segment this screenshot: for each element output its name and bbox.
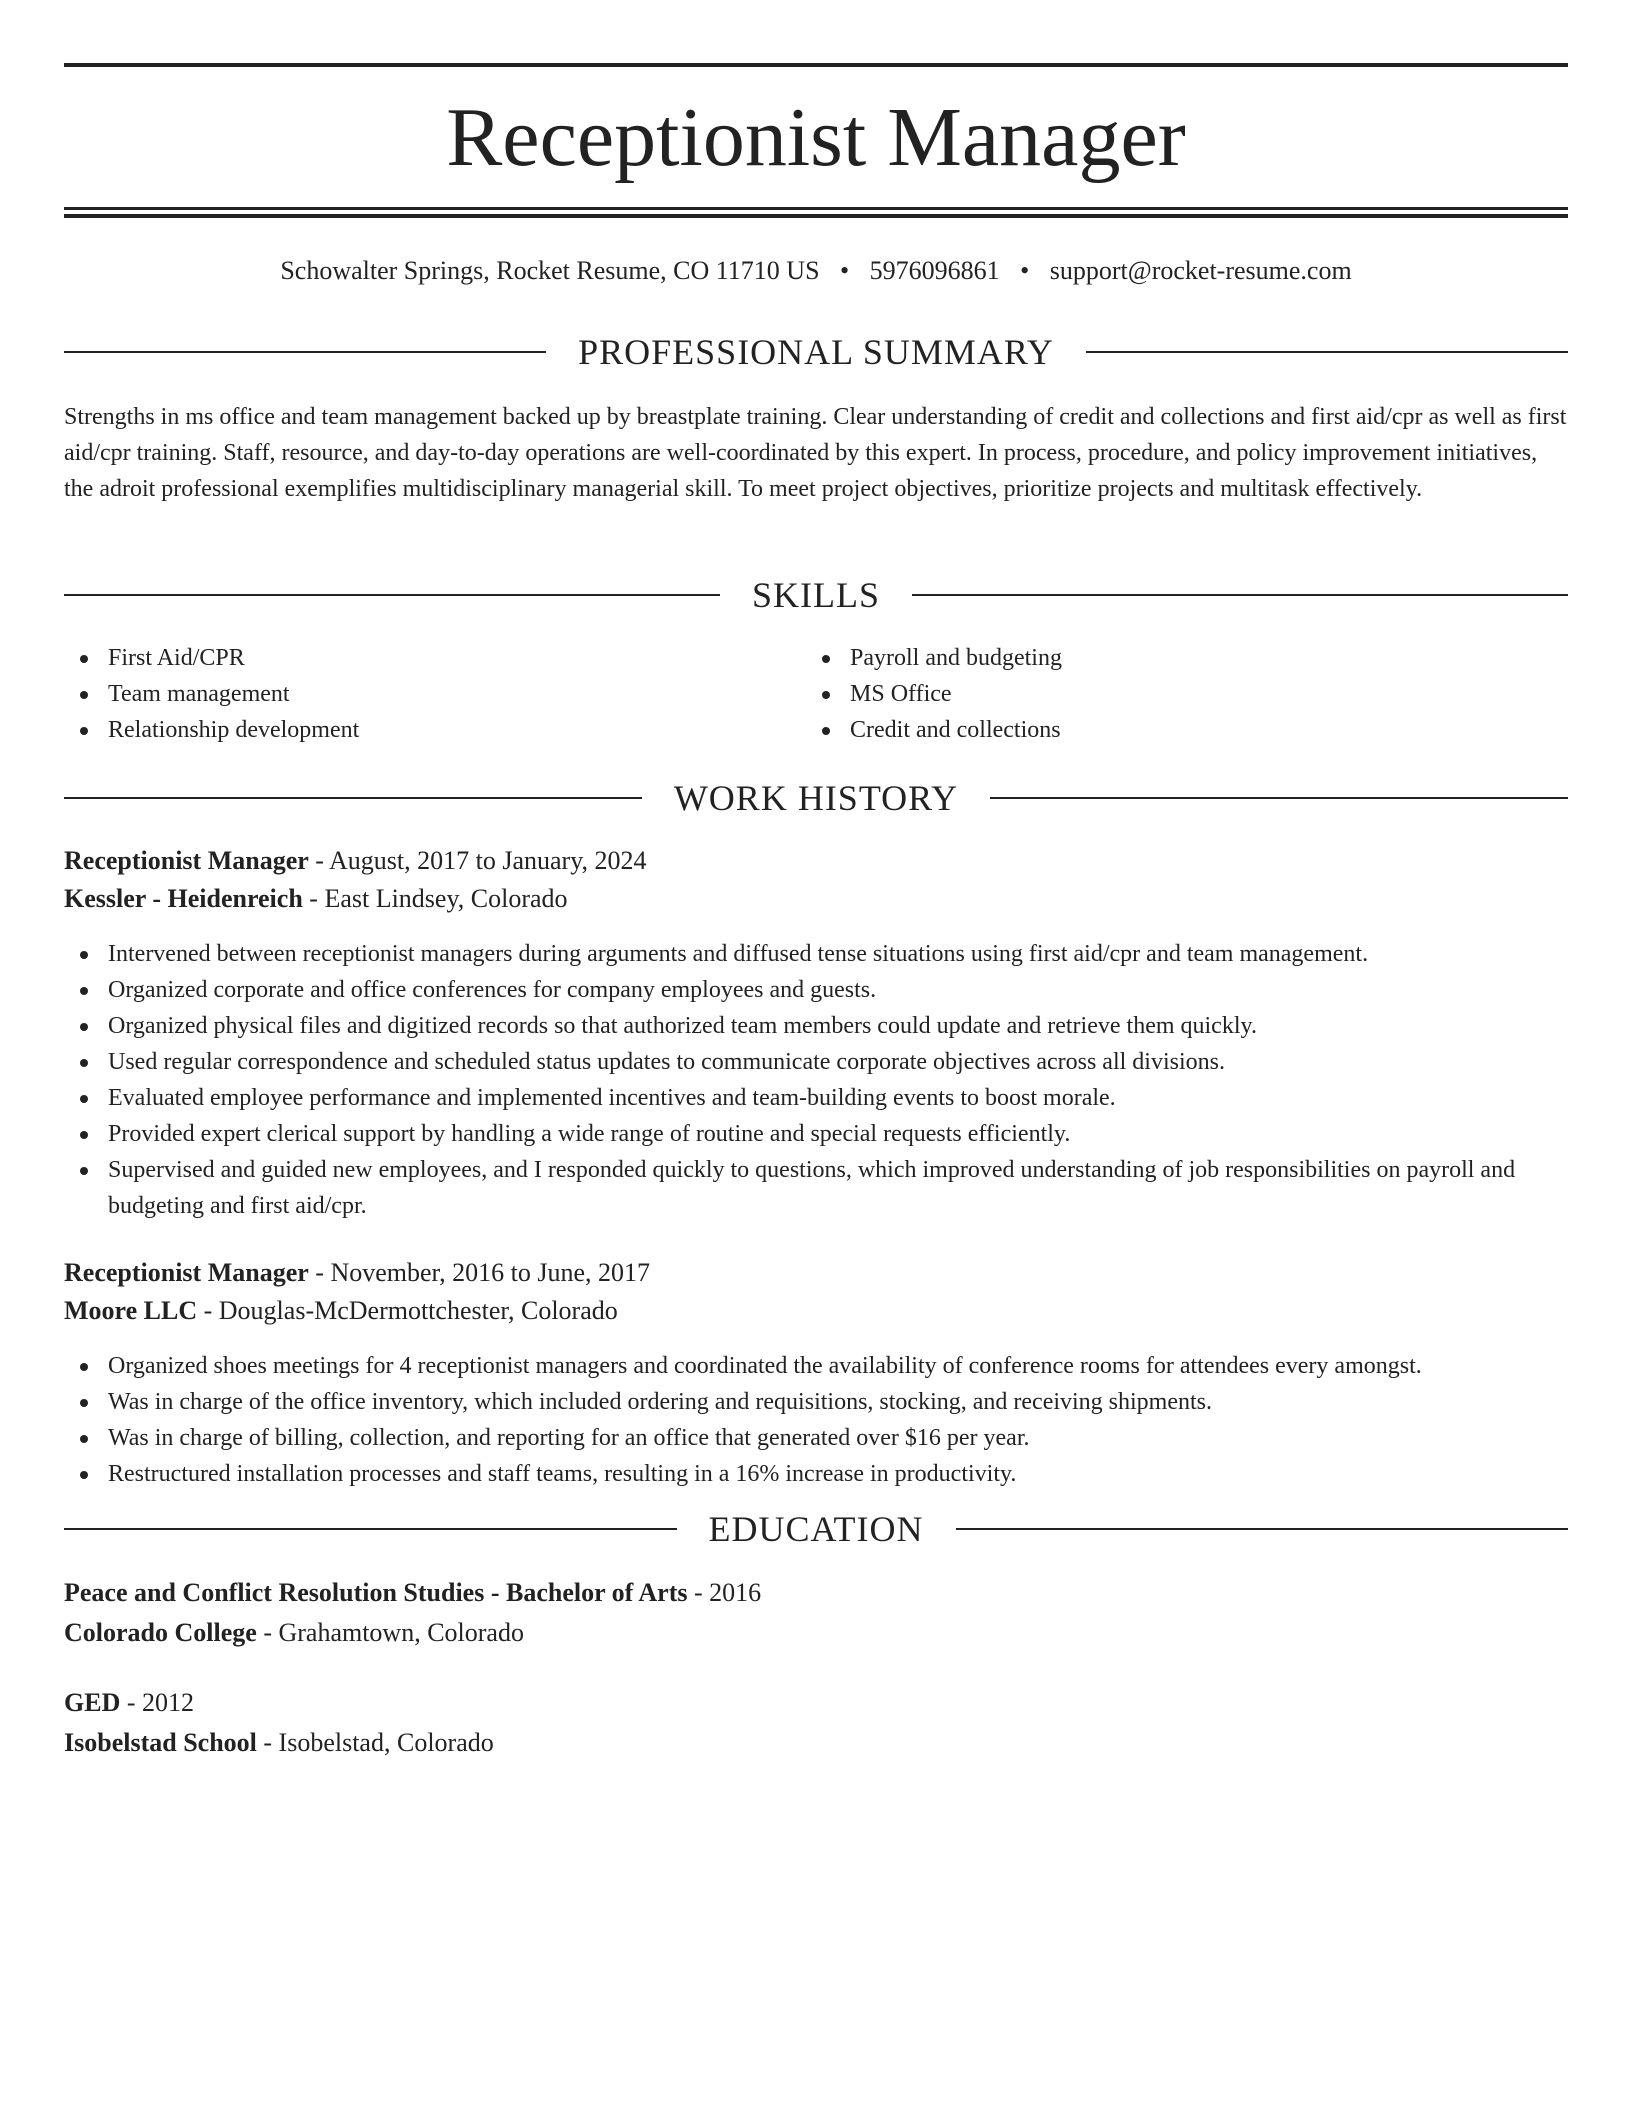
work-heading: WORK HISTORY (673, 778, 959, 818)
job-company: Moore LLC (64, 1296, 198, 1325)
divider-line (64, 797, 642, 799)
divider-line (1086, 351, 1568, 353)
job-company: Kessler - Heidenreich (64, 884, 303, 913)
school-line (64, 1614, 1568, 1652)
job-duties-list (64, 1348, 1568, 1492)
job-title-line (64, 842, 1568, 880)
job-title: Receptionist Manager (64, 1258, 309, 1287)
divider-line (64, 594, 720, 596)
duty-item: Provided expert clerical support by handling a wide range of routine and special requests efficiently. (64, 1116, 1568, 1152)
degree-line (64, 1684, 1568, 1722)
degree-name: Peace and Conflict Resolution Studies - Bachelor of Arts (64, 1578, 688, 1607)
job-title: Receptionist Manager (64, 846, 309, 875)
top-rule (64, 63, 1568, 67)
contact-separator: • (1020, 256, 1030, 285)
resume-title: Receptionist Manager (446, 91, 1186, 184)
work-section-header (64, 776, 1568, 820)
school-location: - Grahamtown, Colorado (263, 1618, 524, 1647)
degree-line (64, 1574, 1568, 1612)
school-name: Isobelstad School (64, 1728, 257, 1757)
job-company-line (64, 880, 1568, 918)
skill-item: First Aid/CPR (64, 640, 744, 676)
duty-item: Organized physical files and digitized records so that authorized team members could update and retrieve them quickly. (64, 1008, 1568, 1044)
job-title-line (64, 1254, 1568, 1292)
duty-item: Organized corporate and office conferences for company employees and guests. (64, 972, 1568, 1008)
job-dates: - August, 2017 to January, 2024 (315, 846, 647, 875)
divider-line (956, 1528, 1569, 1530)
divider-line (990, 797, 1568, 799)
degree-year: - 2012 (126, 1688, 195, 1717)
school-name: Colorado College (64, 1618, 257, 1647)
contact-email: support@rocket-resume.com (1049, 256, 1352, 285)
skill-item: MS Office (806, 676, 1486, 712)
duty-item: Was in charge of the office inventory, which included ordering and requisitions, stocking, and receiving shipments. (64, 1384, 1568, 1420)
education-heading: EDUCATION (708, 1509, 924, 1549)
school-line (64, 1724, 1568, 1762)
duty-item: Restructured installation processes and staff teams, resulting in a 16% increase in productivity. (64, 1456, 1568, 1492)
summary-section-header (64, 330, 1568, 374)
duty-item: Supervised and guided new employees, and I responded quickly to questions, which improved understanding of job responsibilities on payroll and budgeting and first aid/cpr. (64, 1152, 1568, 1224)
skill-item: Payroll and budgeting (806, 640, 1486, 676)
job-location: - East Lindsey, Colorado (309, 884, 568, 913)
skills-list-left (64, 640, 744, 748)
degree-year: - 2016 (694, 1578, 762, 1607)
contact-phone: 5976096861 (869, 256, 1000, 285)
contact-separator: • (840, 256, 850, 285)
divider-line (64, 351, 546, 353)
skills-section-header (64, 573, 1568, 617)
skill-item: Relationship development (64, 712, 744, 748)
duty-item: Organized shoes meetings for 4 receptionist managers and coordinated the availability of conference rooms for attendees every amongst. (64, 1348, 1568, 1384)
summary-heading: PROFESSIONAL SUMMARY (578, 332, 1054, 372)
duty-item: Intervened between receptionist managers during arguments and diffused tense situations using first aid/cpr and team management. (64, 936, 1568, 972)
title-rule-lower (64, 214, 1568, 218)
skills-heading: SKILLS (752, 575, 881, 615)
skill-item: Credit and collections (806, 712, 1486, 748)
duty-item: Was in charge of billing, collection, and reporting for an office that generated over $16 per year. (64, 1420, 1568, 1456)
summary-text: Strengths in ms office and team management backed up by breastplate training. Clear understanding of credit and collections and first aid/cpr as well as first aid/cpr training. Staff, resource, and day-to-day operations are well-coordinated by this expert. In process, procedure, and policy improvement initiatives, the adroit professional exemplifies multidisciplinary managerial skill. To meet project objectives, prioritize projects and multitask effectively. (64, 404, 1567, 502)
job-company-line (64, 1292, 1568, 1330)
skill-item: Team management (64, 676, 744, 712)
job-location: - Douglas-McDermottchester, Colorado (203, 1296, 618, 1325)
school-location: - Isobelstad, Colorado (263, 1728, 494, 1757)
duty-item: Used regular correspondence and scheduled status updates to communicate corporate objectives across all divisions. (64, 1044, 1568, 1080)
skills-list-right (806, 640, 1486, 748)
contact-line (64, 253, 1568, 289)
contact-address: Schowalter Springs, Rocket Resume, CO 11710 US (280, 256, 820, 285)
degree-name: GED (64, 1688, 121, 1717)
divider-line (64, 1528, 677, 1530)
job-dates: - November, 2016 to June, 2017 (315, 1258, 651, 1287)
job-duties-list (64, 936, 1568, 1224)
education-section-header (64, 1507, 1568, 1551)
duty-item: Evaluated employee performance and implemented incentives and team-building events to boost morale. (64, 1080, 1568, 1116)
title-rule-upper (64, 207, 1568, 210)
divider-line (912, 594, 1568, 596)
